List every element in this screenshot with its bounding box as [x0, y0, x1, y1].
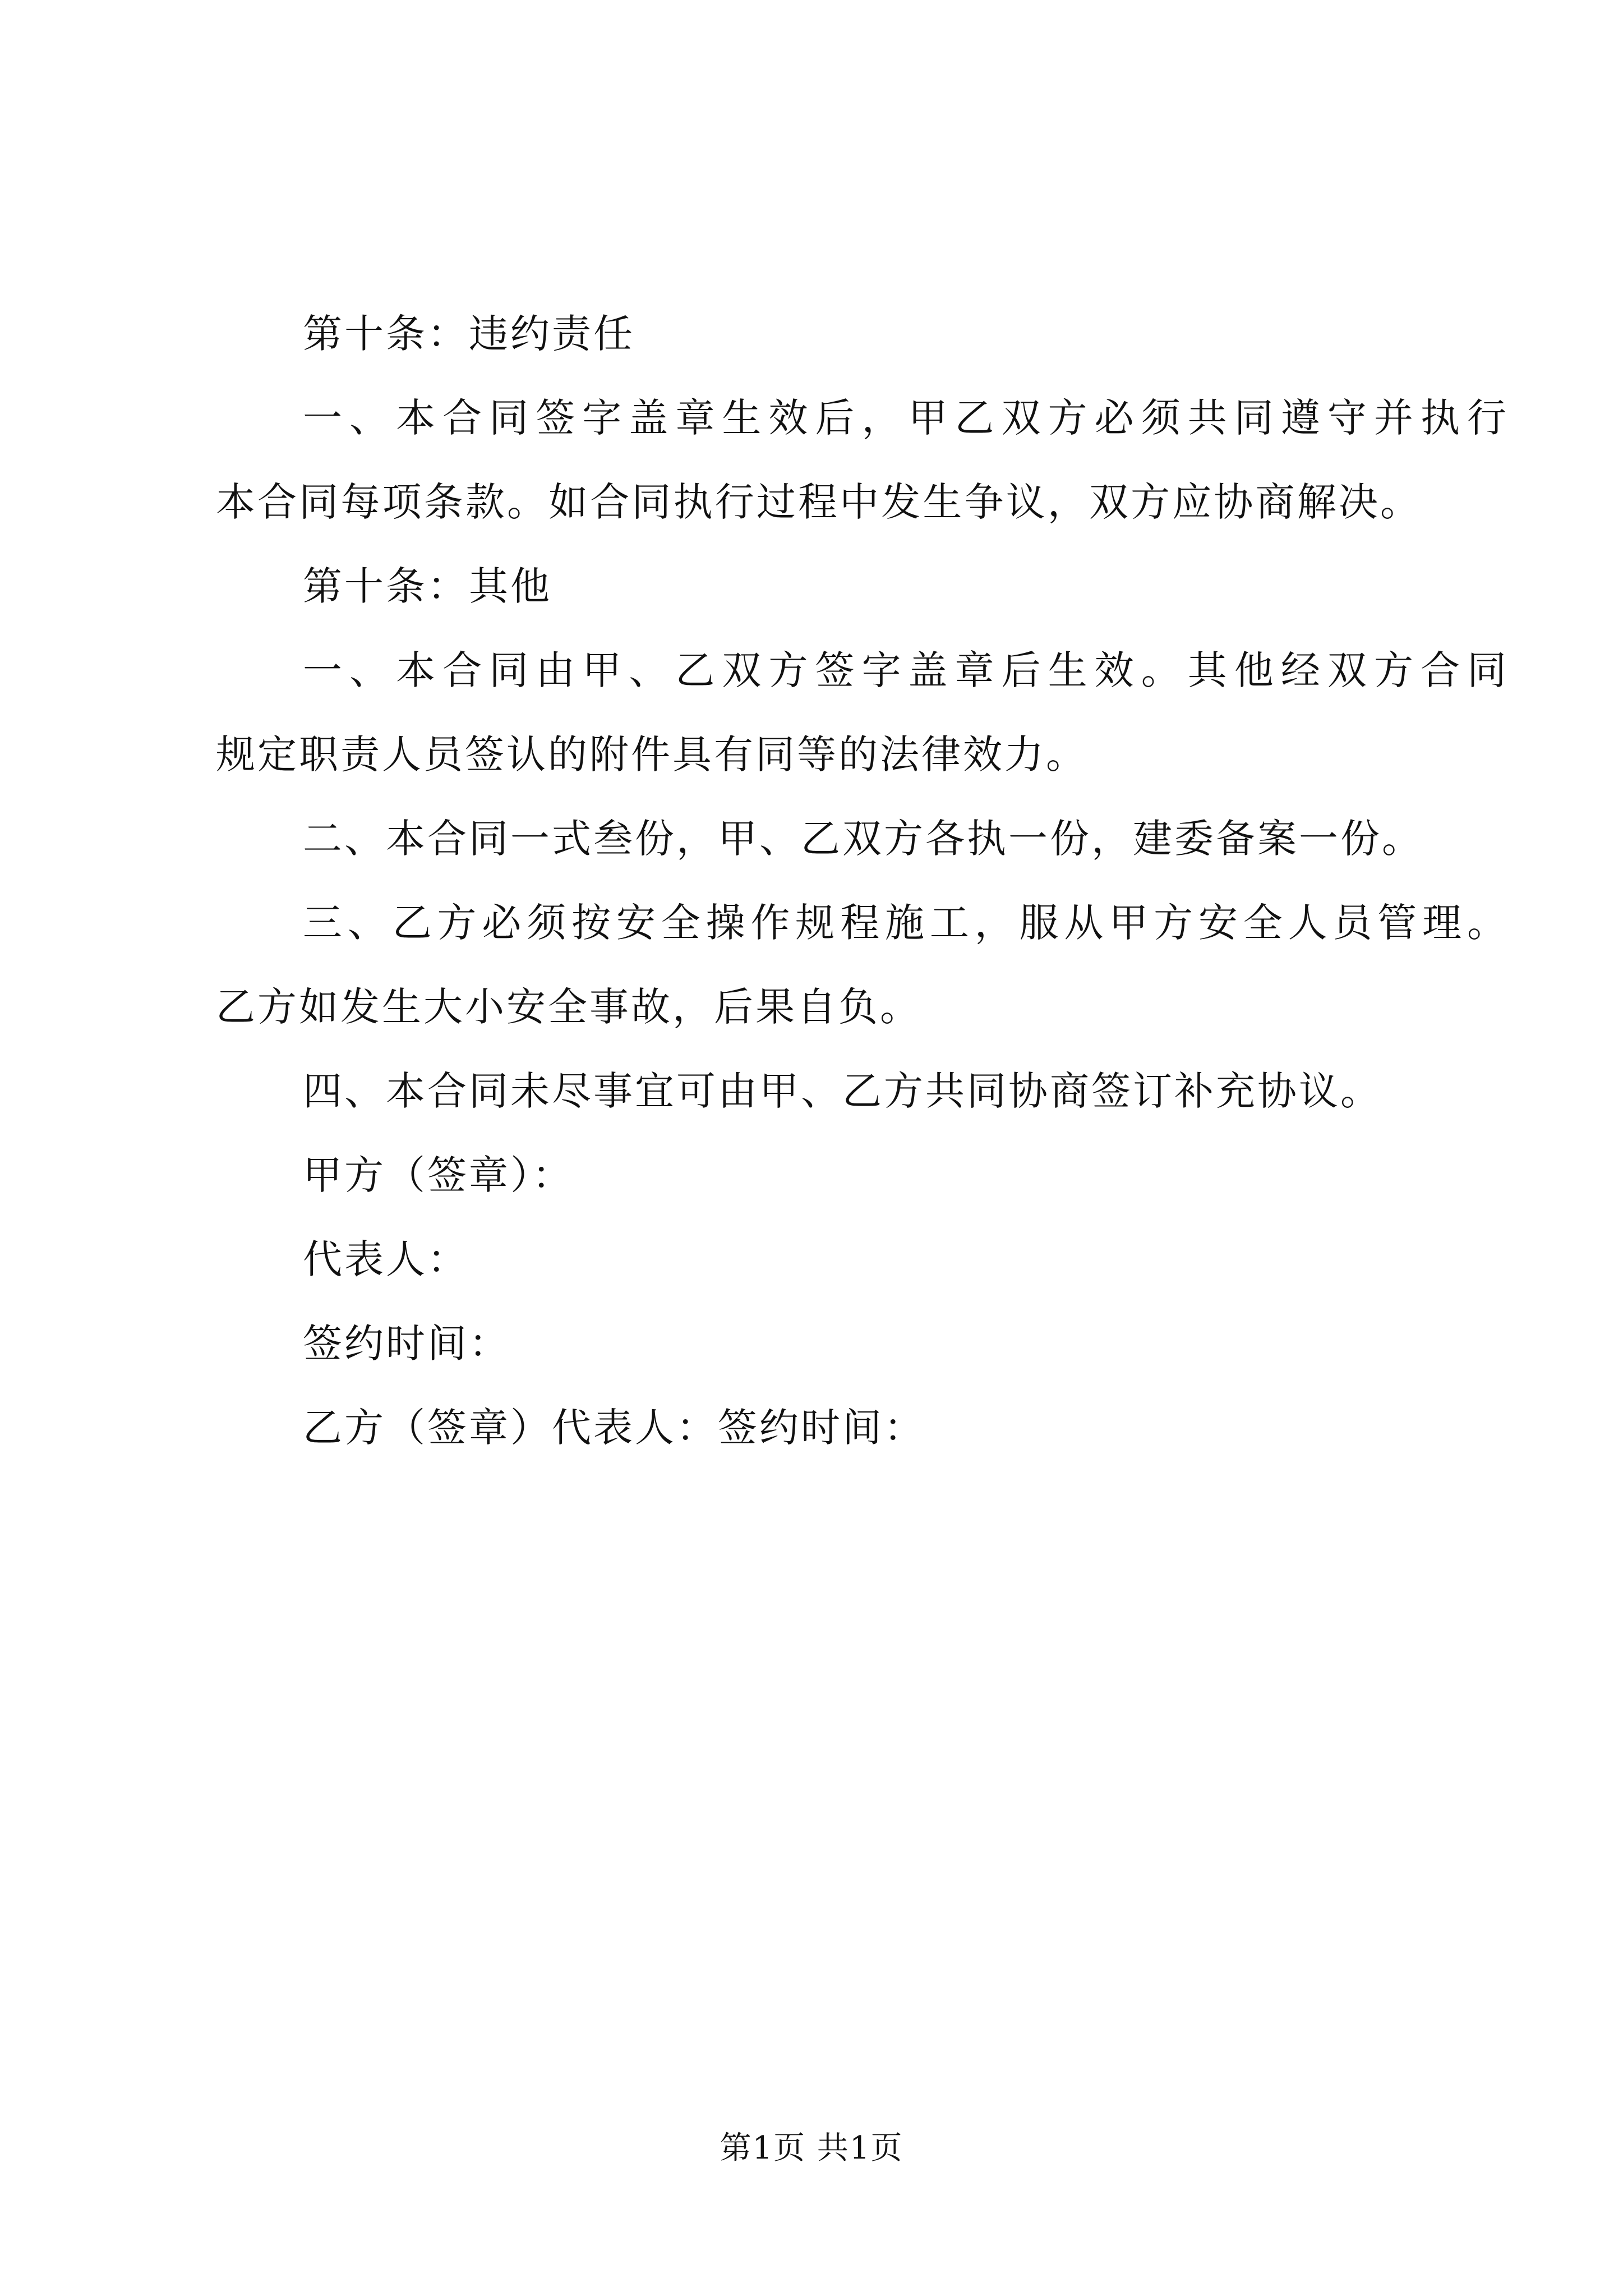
- signing-date-label: 签约时间：: [303, 1320, 510, 1366]
- clause-other-4: 四、本合同未尽事宜可由甲、乙方共同协商签订补充协议。: [303, 1068, 1382, 1114]
- page-footer: 第1页 共1页: [720, 2130, 903, 2166]
- clause-liability-1-line-2: 本合同每项条款。如合同执行过程中发生争议，双方应协商解决。: [216, 479, 1422, 525]
- representative-label: 代表人：: [303, 1236, 469, 1282]
- contract-body: [216, 292, 1509, 1470]
- article-heading-other: 第十条：其他: [303, 563, 552, 609]
- clause-other-3-line-2: 乙方如发生大小安全事故，后果自负。: [216, 984, 921, 1030]
- clause-other-2: 二、本合同一式叁份，甲、乙双方各执一份，建委备案一份。: [303, 816, 1423, 862]
- clause-other-1-line-2: 规定职责人员签认的附件具有同等的法律效力。: [216, 731, 1087, 777]
- clause-other-1-line-1: 一、本合同由甲、乙双方签字盖章后生效。其他经双方合同: [303, 647, 1509, 693]
- clause-liability-1-line-1: 一、本合同签字盖章生效后，甲乙双方必须共同遵守并执行: [303, 395, 1509, 441]
- party-a-signature-label: 甲方（签章）：: [303, 1152, 574, 1198]
- article-heading-liability: 第十条：违约责任: [303, 311, 635, 357]
- party-b-signature-line: 乙方（签章）代表人：签约时间：: [303, 1405, 925, 1451]
- clause-other-3-line-1: 三、乙方必须按安全操作规程施工，服从甲方安全人员管理。: [303, 900, 1509, 946]
